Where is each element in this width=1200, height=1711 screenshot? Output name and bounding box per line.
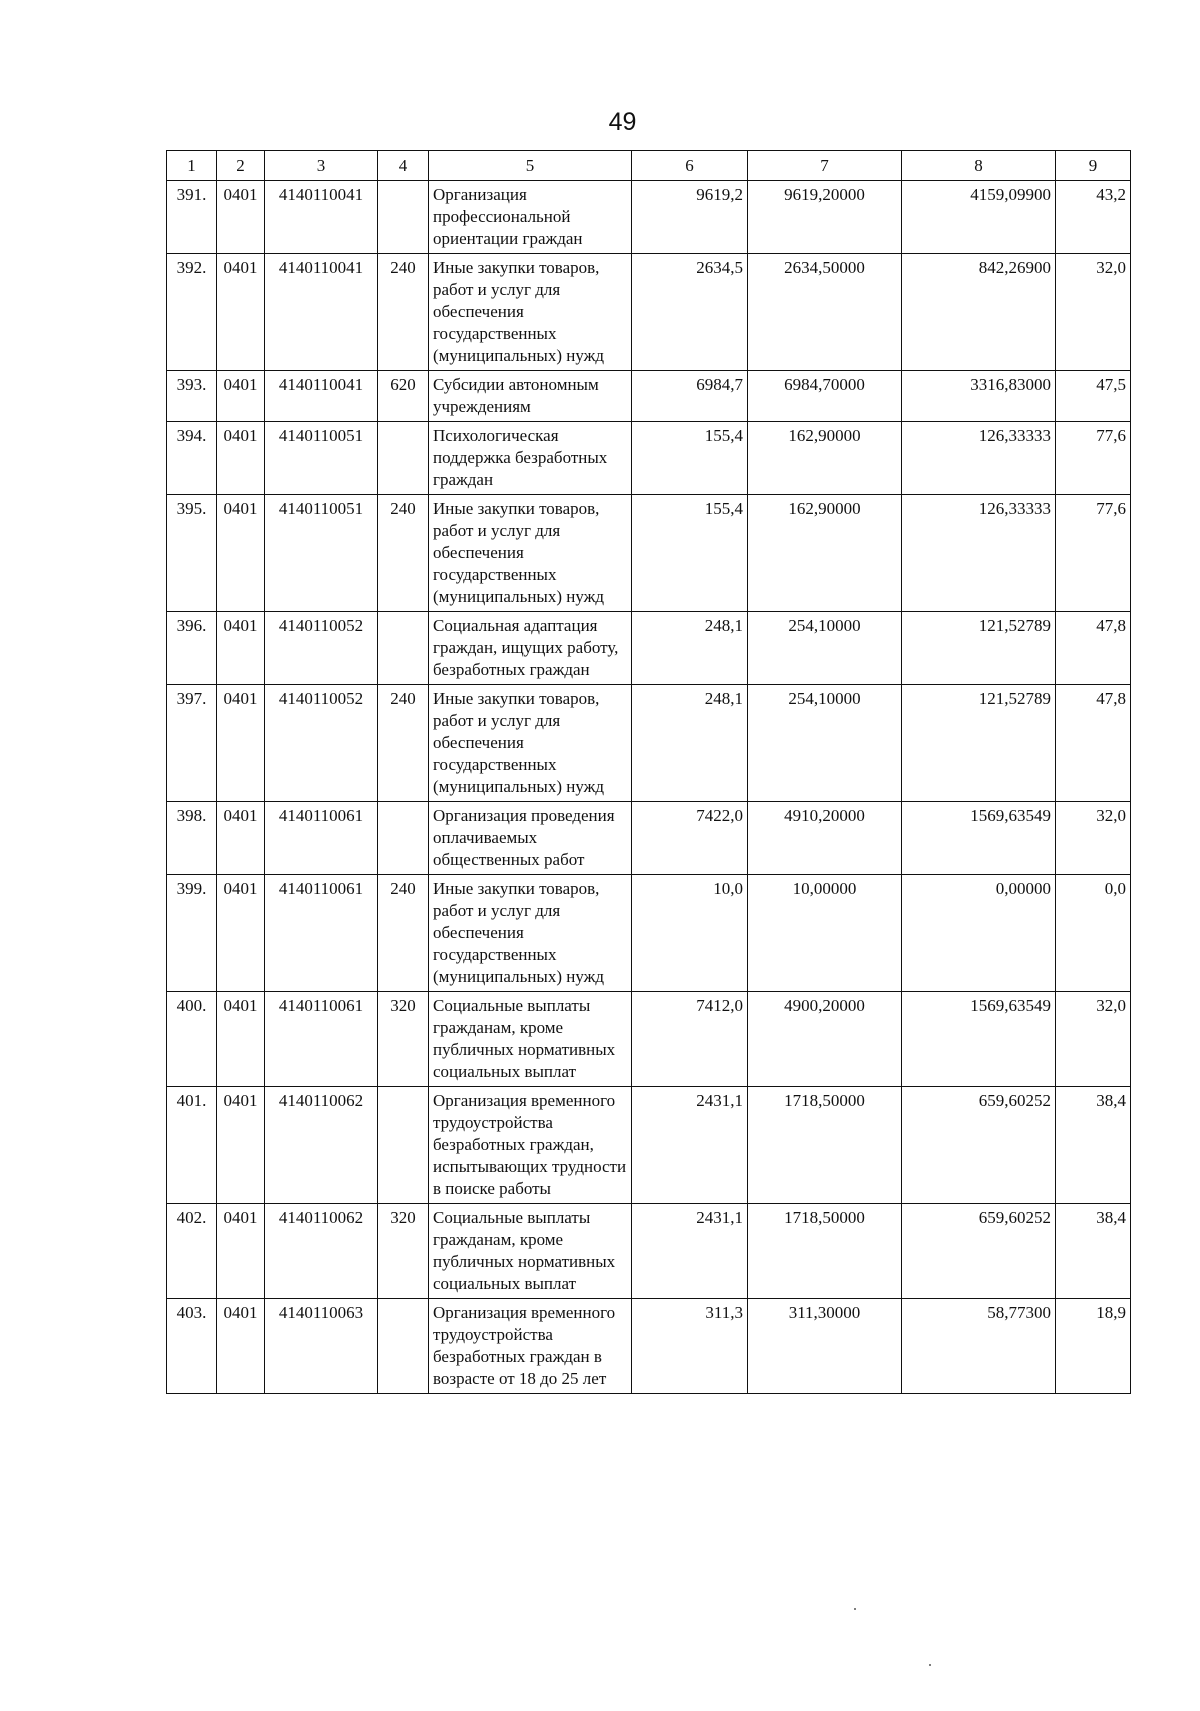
row-number-cell: 403. xyxy=(167,1299,217,1394)
section-code-cell: 0401 xyxy=(217,612,265,685)
table-header xyxy=(167,151,1131,181)
section-code-cell: 0401 xyxy=(217,1087,265,1204)
approved-amount-cell: 155,4 xyxy=(632,495,748,612)
expense-type-cell: 240 xyxy=(378,875,429,992)
executed-amount-cell: 1569,63549 xyxy=(902,992,1056,1087)
executed-amount-cell: 126,33333 xyxy=(902,495,1056,612)
description-cell: Организация временного трудоустройства безработных граждан в возрасте от 18 до 25 лет xyxy=(429,1299,632,1394)
approved-amount-cell: 248,1 xyxy=(632,685,748,802)
executed-amount-cell: 842,26900 xyxy=(902,254,1056,371)
percent-cell: 47,8 xyxy=(1056,685,1131,802)
executed-amount-cell: 4159,09900 xyxy=(902,181,1056,254)
approved-amount-cell: 2431,1 xyxy=(632,1204,748,1299)
percent-cell: 47,8 xyxy=(1056,612,1131,685)
target-article-cell: 4140110062 xyxy=(265,1204,378,1299)
row-number-cell: 398. xyxy=(167,802,217,875)
header-cell-2: 2 xyxy=(217,151,265,181)
expense-type-cell: 320 xyxy=(378,1204,429,1299)
revised-amount-cell: 311,30000 xyxy=(748,1299,902,1394)
expense-type-cell: 240 xyxy=(378,685,429,802)
executed-amount-cell: 121,52789 xyxy=(902,685,1056,802)
revised-amount-cell: 2634,50000 xyxy=(748,254,902,371)
table-row xyxy=(167,371,1131,422)
header-cell-1: 1 xyxy=(167,151,217,181)
expense-type-cell: 620 xyxy=(378,371,429,422)
percent-cell: 32,0 xyxy=(1056,992,1131,1087)
section-code-cell: 0401 xyxy=(217,992,265,1087)
approved-amount-cell: 2634,5 xyxy=(632,254,748,371)
target-article-cell: 4140110041 xyxy=(265,181,378,254)
approved-amount-cell: 155,4 xyxy=(632,422,748,495)
row-number-cell: 394. xyxy=(167,422,217,495)
revised-amount-cell: 9619,20000 xyxy=(748,181,902,254)
table-row xyxy=(167,181,1131,254)
target-article-cell: 4140110041 xyxy=(265,254,378,371)
approved-amount-cell: 7422,0 xyxy=(632,802,748,875)
budget-table xyxy=(166,150,1131,1394)
executed-amount-cell: 0,00000 xyxy=(902,875,1056,992)
target-article-cell: 4140110062 xyxy=(265,1087,378,1204)
executed-amount-cell: 659,60252 xyxy=(902,1204,1056,1299)
section-code-cell: 0401 xyxy=(217,371,265,422)
description-cell: Социальная адаптация граждан, ищущих работу, безработных граждан xyxy=(429,612,632,685)
approved-amount-cell: 7412,0 xyxy=(632,992,748,1087)
header-row xyxy=(167,151,1131,181)
revised-amount-cell: 162,90000 xyxy=(748,495,902,612)
description-cell: Организация временного трудоустройства безработных граждан, испытывающих трудности в поиске работы xyxy=(429,1087,632,1204)
description-cell: Организация профессиональной ориентации граждан xyxy=(429,181,632,254)
target-article-cell: 4140110052 xyxy=(265,612,378,685)
section-code-cell: 0401 xyxy=(217,495,265,612)
row-number-cell: 400. xyxy=(167,992,217,1087)
expense-type-cell xyxy=(378,422,429,495)
section-code-cell: 0401 xyxy=(217,181,265,254)
target-article-cell: 4140110051 xyxy=(265,495,378,612)
executed-amount-cell: 3316,83000 xyxy=(902,371,1056,422)
table-row xyxy=(167,802,1131,875)
revised-amount-cell: 4910,20000 xyxy=(748,802,902,875)
expense-type-cell xyxy=(378,181,429,254)
approved-amount-cell: 9619,2 xyxy=(632,181,748,254)
table-body xyxy=(167,181,1131,1394)
table-row xyxy=(167,992,1131,1087)
table-row xyxy=(167,875,1131,992)
target-article-cell: 4140110061 xyxy=(265,802,378,875)
percent-cell: 18,9 xyxy=(1056,1299,1131,1394)
target-article-cell: 4140110061 xyxy=(265,992,378,1087)
revised-amount-cell: 4900,20000 xyxy=(748,992,902,1087)
table-row xyxy=(167,1299,1131,1394)
description-cell: Психологическая поддержка безработных граждан xyxy=(429,422,632,495)
percent-cell: 43,2 xyxy=(1056,181,1131,254)
description-cell: Иные закупки товаров, работ и услуг для обеспечения государственных (муниципальных) нужд xyxy=(429,495,632,612)
expense-type-cell xyxy=(378,612,429,685)
section-code-cell: 0401 xyxy=(217,1299,265,1394)
approved-amount-cell: 6984,7 xyxy=(632,371,748,422)
approved-amount-cell: 311,3 xyxy=(632,1299,748,1394)
expense-type-cell xyxy=(378,1087,429,1204)
header-cell-3: 3 xyxy=(265,151,378,181)
description-cell: Социальные выплаты гражданам, кроме публичных нормативных социальных выплат xyxy=(429,992,632,1087)
header-cell-5: 5 xyxy=(429,151,632,181)
percent-cell: 77,6 xyxy=(1056,495,1131,612)
target-article-cell: 4140110051 xyxy=(265,422,378,495)
row-number-cell: 393. xyxy=(167,371,217,422)
target-article-cell: 4140110052 xyxy=(265,685,378,802)
description-cell: Иные закупки товаров, работ и услуг для обеспечения государственных (муниципальных) нужд xyxy=(429,875,632,992)
section-code-cell: 0401 xyxy=(217,685,265,802)
section-code-cell: 0401 xyxy=(217,875,265,992)
expense-type-cell: 240 xyxy=(378,254,429,371)
section-code-cell: 0401 xyxy=(217,802,265,875)
header-cell-8: 8 xyxy=(902,151,1056,181)
description-cell: Иные закупки товаров, работ и услуг для обеспечения государственных (муниципальных) нужд xyxy=(429,685,632,802)
table-row xyxy=(167,422,1131,495)
expense-type-cell xyxy=(378,802,429,875)
row-number-cell: 392. xyxy=(167,254,217,371)
description-cell: Организация проведения оплачиваемых общественных работ xyxy=(429,802,632,875)
section-code-cell: 0401 xyxy=(217,422,265,495)
row-number-cell: 399. xyxy=(167,875,217,992)
table-row xyxy=(167,685,1131,802)
target-article-cell: 4140110063 xyxy=(265,1299,378,1394)
page-number: 49 xyxy=(608,108,637,136)
table-row xyxy=(167,1087,1131,1204)
target-article-cell: 4140110041 xyxy=(265,371,378,422)
table-row xyxy=(167,254,1131,371)
revised-amount-cell: 6984,70000 xyxy=(748,371,902,422)
revised-amount-cell: 254,10000 xyxy=(748,612,902,685)
header-cell-4: 4 xyxy=(378,151,429,181)
revised-amount-cell: 254,10000 xyxy=(748,685,902,802)
row-number-cell: 396. xyxy=(167,612,217,685)
target-article-cell: 4140110061 xyxy=(265,875,378,992)
approved-amount-cell: 248,1 xyxy=(632,612,748,685)
executed-amount-cell: 126,33333 xyxy=(902,422,1056,495)
scan-speck xyxy=(854,1608,856,1610)
section-code-cell: 0401 xyxy=(217,254,265,371)
percent-cell: 0,0 xyxy=(1056,875,1131,992)
executed-amount-cell: 1569,63549 xyxy=(902,802,1056,875)
table-row xyxy=(167,1204,1131,1299)
percent-cell: 77,6 xyxy=(1056,422,1131,495)
approved-amount-cell: 10,0 xyxy=(632,875,748,992)
expense-type-cell: 320 xyxy=(378,992,429,1087)
percent-cell: 32,0 xyxy=(1056,802,1131,875)
description-cell: Субсидии автономным учреждениям xyxy=(429,371,632,422)
approved-amount-cell: 2431,1 xyxy=(632,1087,748,1204)
header-cell-7: 7 xyxy=(748,151,902,181)
description-cell: Иные закупки товаров, работ и услуг для обеспечения государственных (муниципальных) нужд xyxy=(429,254,632,371)
revised-amount-cell: 1718,50000 xyxy=(748,1087,902,1204)
table-row xyxy=(167,495,1131,612)
expense-type-cell: 240 xyxy=(378,495,429,612)
row-number-cell: 397. xyxy=(167,685,217,802)
header-cell-9: 9 xyxy=(1056,151,1131,181)
header-cell-6: 6 xyxy=(632,151,748,181)
percent-cell: 47,5 xyxy=(1056,371,1131,422)
executed-amount-cell: 121,52789 xyxy=(902,612,1056,685)
section-code-cell: 0401 xyxy=(217,1204,265,1299)
percent-cell: 38,4 xyxy=(1056,1087,1131,1204)
row-number-cell: 391. xyxy=(167,181,217,254)
row-number-cell: 395. xyxy=(167,495,217,612)
revised-amount-cell: 1718,50000 xyxy=(748,1204,902,1299)
percent-cell: 32,0 xyxy=(1056,254,1131,371)
table-row xyxy=(167,612,1131,685)
scan-speck xyxy=(929,1664,931,1666)
percent-cell: 38,4 xyxy=(1056,1204,1131,1299)
revised-amount-cell: 162,90000 xyxy=(748,422,902,495)
executed-amount-cell: 58,77300 xyxy=(902,1299,1056,1394)
row-number-cell: 401. xyxy=(167,1087,217,1204)
revised-amount-cell: 10,00000 xyxy=(748,875,902,992)
description-cell: Социальные выплаты гражданам, кроме публичных нормативных социальных выплат xyxy=(429,1204,632,1299)
row-number-cell: 402. xyxy=(167,1204,217,1299)
executed-amount-cell: 659,60252 xyxy=(902,1087,1056,1204)
expense-type-cell xyxy=(378,1299,429,1394)
